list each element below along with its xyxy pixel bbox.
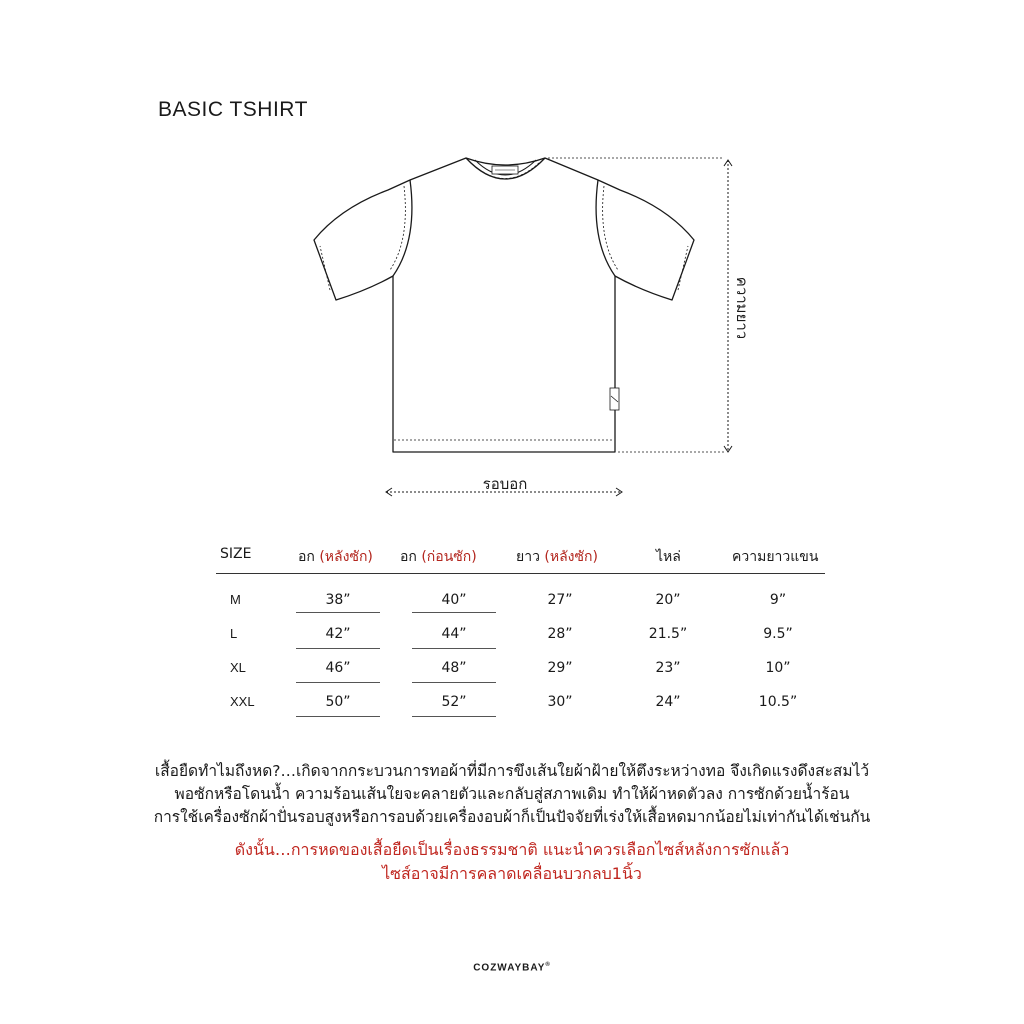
row-divider <box>412 648 496 649</box>
size-m: M <box>230 592 241 607</box>
cell: 38” <box>325 592 351 608</box>
size-xxl: XXL <box>230 694 255 709</box>
header-length-after: ยาว (หลังซัก) <box>516 549 598 565</box>
header-chest-after: อก (หลังซัก) <box>298 549 373 565</box>
cell: 48” <box>441 660 467 676</box>
cell: 50” <box>325 694 351 710</box>
cell: 20” <box>655 592 681 608</box>
brand-logo: COZWAYBAY® <box>473 962 551 974</box>
cell: 40” <box>441 592 467 608</box>
note-line-2: พอซักหรือโดนน้ำ ความร้อนเส้นใยจะคลายตัวและกลับสู่สภาพเดิม ทำให้ผ้าหดตัวลง การซักด้วยน้ำร้อน <box>174 785 850 803</box>
page-title: BASIC TSHIRT <box>158 98 308 121</box>
length-label: ความยาว <box>733 276 751 340</box>
note-red-line-1: ดังนั้น…การหดของเสื้อยืดเป็นเรื่องธรรมชาติ แนะนำควรเลือกไซส์หลังการซักแล้ว <box>234 840 790 859</box>
cell: 24” <box>655 694 681 710</box>
row-divider <box>296 682 380 683</box>
row-divider <box>296 648 380 649</box>
header-chest-before: อก (ก่อนซัก) <box>400 549 477 565</box>
row-divider <box>412 612 496 613</box>
size-xl: XL <box>230 660 246 675</box>
header-shoulder: ไหล่ <box>656 549 681 565</box>
cell: 10” <box>765 660 791 676</box>
tshirt-outline <box>314 158 694 452</box>
cell: 42” <box>325 626 351 642</box>
cell: 27” <box>547 592 573 608</box>
row-divider <box>412 682 496 683</box>
cell: 9.5” <box>763 626 793 642</box>
row-divider <box>412 716 496 717</box>
armhole-left <box>393 180 412 276</box>
cell: 9” <box>769 592 787 608</box>
row-divider <box>296 716 380 717</box>
cell: 46” <box>325 660 351 676</box>
cell: 30” <box>547 694 573 710</box>
cell: 23” <box>655 660 681 676</box>
size-l: L <box>230 626 238 641</box>
cell: 29” <box>547 660 573 676</box>
cell: 44” <box>441 626 467 642</box>
note-red-line-2: ไซส์อาจมีการคลาดเคลื่อนบวกลบ1นิ้ว <box>382 864 642 883</box>
armhole-right <box>596 180 615 276</box>
chest-label: รอบอก <box>482 475 528 493</box>
cell: 10.5” <box>758 694 798 710</box>
header-divider <box>216 573 825 574</box>
note-line-1: เสื้อยืดทำไมถึงหด?…เกิดจากกระบวนการทอผ้าที่มีการขึงเส้นใยผ้าฝ้ายให้ตึงระหว่างทอ จึงเกิดแรงดึงสะสมไว้ <box>154 762 870 780</box>
cell: 52” <box>441 694 467 710</box>
cell: 28” <box>547 626 573 642</box>
header-size: SIZE <box>220 546 252 562</box>
cell: 21.5” <box>648 626 688 642</box>
row-divider <box>296 612 380 613</box>
header-sleeve: ความยาวแขน <box>732 549 819 565</box>
note-line-3: การใช้เครื่องซักผ้าปั่นรอบสูงหรือการอบด้วยเครื่องอบผ้าก็เป็นปัจจัยที่เร่งให้เสื้อหดมากน้อยไม่เท่ากันได้เช่นกัน <box>153 808 871 826</box>
